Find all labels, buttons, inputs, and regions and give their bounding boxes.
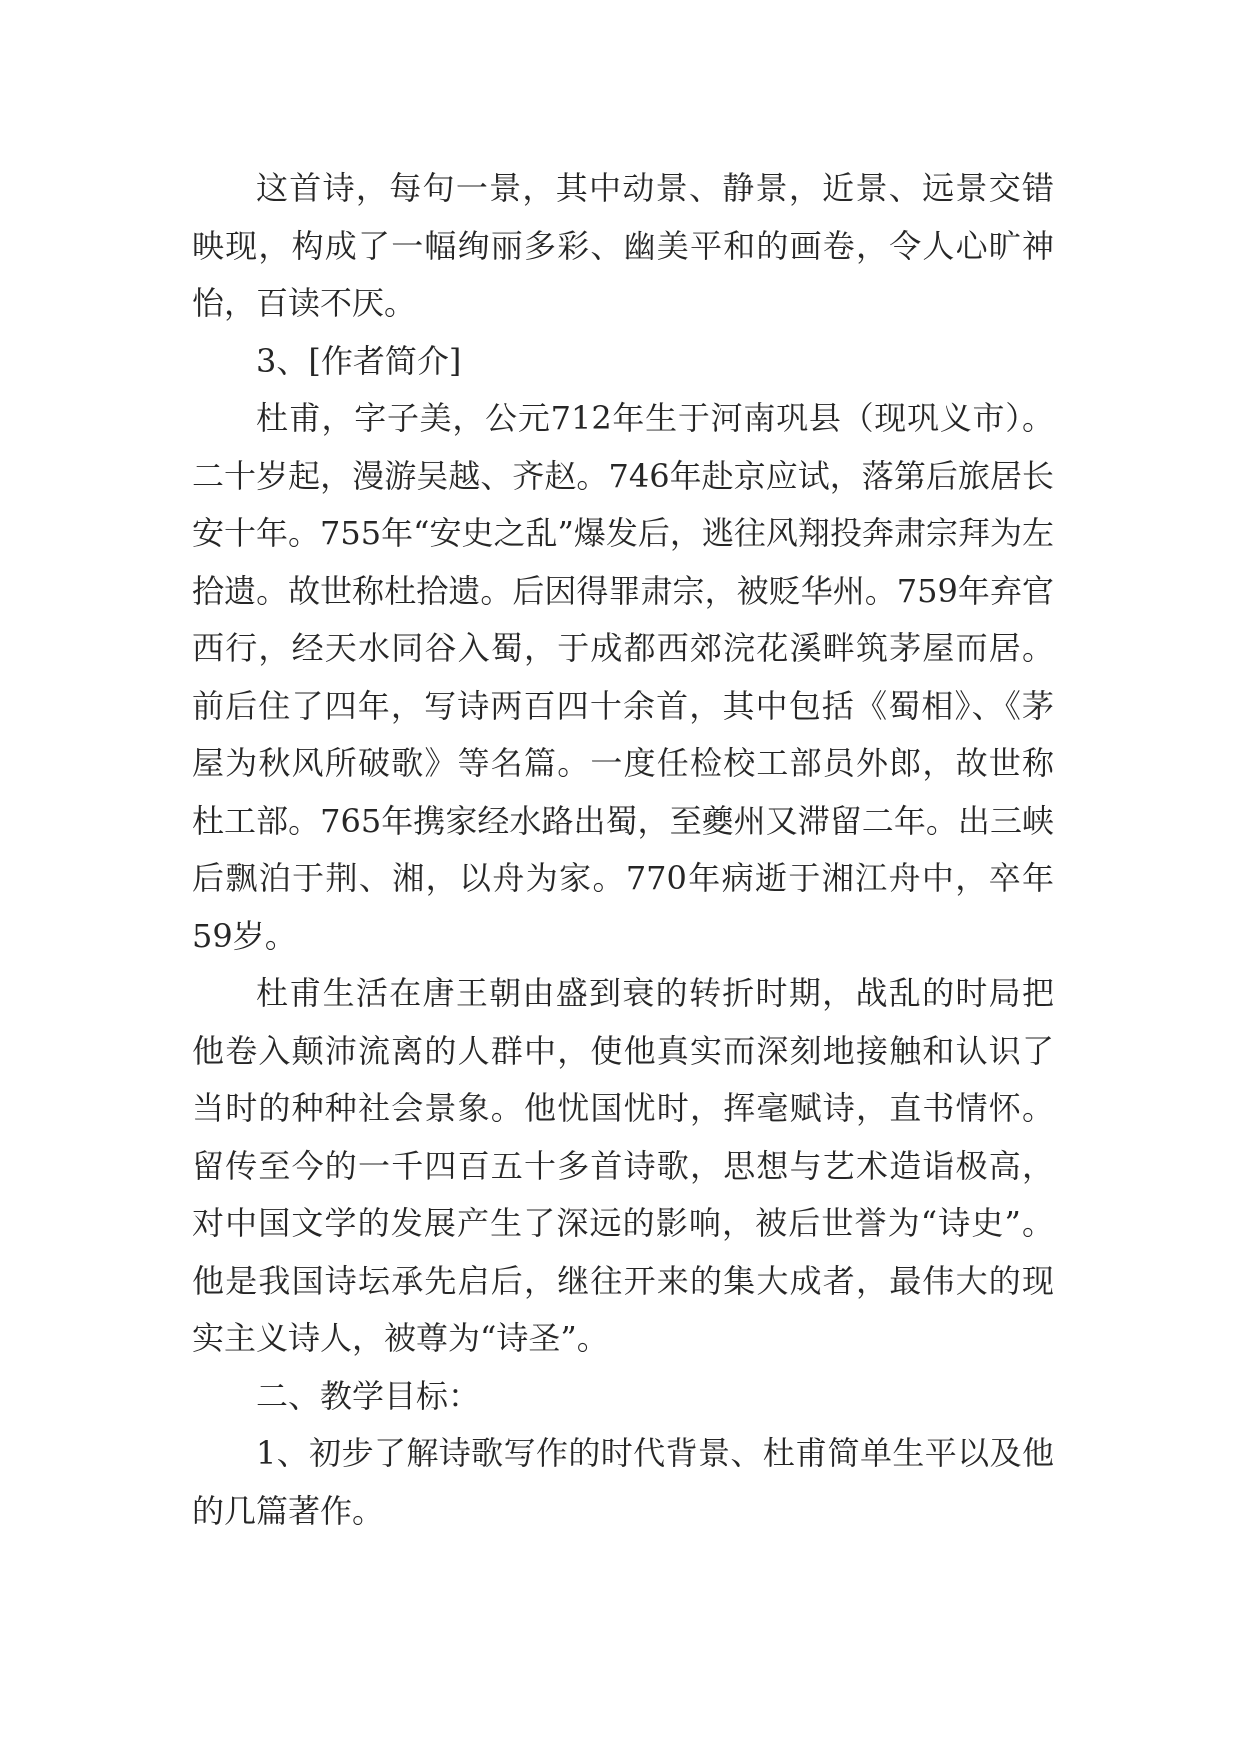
- paragraph-author-significance: 杜甫生活在唐王朝由盛到衰的转折时期，战乱的时局把他卷入颠沛流离的人群中，使他真实而深刻地接触和认识了当时的种种社会景象。他忧国忧时，挥毫赋诗，直书情怀。留传至今的一千四百五十多首诗歌，思想与艺术造诣极高，对中国文学的发展产生了深远的影响，被后世誉为“诗史”。他是我国诗坛承先启后，继往开来的集大成者，最伟大的现实主义诗人，被尊为“诗圣”。: [192, 974, 1054, 1357]
- heading-teaching-goals: 二、教学目标：: [256, 1376, 481, 1415]
- paragraph-author-biography: 杜甫，字子美，公元712年生于河南巩县（现巩义市）。二十岁起，漫游吴越、齐赵。746年赴京应试，落第后旅居长安十年。755年“安史之乱”爆发后，逃往风翔投奔肃宗拜为左拾遗。故世称杜拾遗。后因得罪肃宗，被贬华州。759年弃官西行，经天水同谷入蜀，于成都西郊浣花溪畔筑茅屋而居。前后住了四年，写诗两百四十余首，其中包括《蜀相》、《茅屋为秋风所破歌》等名篇。一度任检校工部员外郎，故世称杜工部。765年携家经水路出蜀，至夔州又滞留二年。出三峡后飘泊于荆、湘，以舟为家。770年病逝于湘江舟中，卒年59岁。: [192, 399, 1054, 955]
- heading-author-intro: 3、[作者简介]: [256, 341, 462, 380]
- document-body: [192, 160, 1054, 1540]
- paragraph-poem-analysis: 这首诗，每句一景，其中动景、静景，近景、远景交错映现，构成了一幅绚丽多彩、幽美平和的画卷，令人心旷神怡，百读不厌。: [192, 169, 1054, 322]
- paragraph-goal-1: 1、初步了解诗歌写作的时代背景、杜甫简单生平以及他的几篇著作。: [192, 1434, 1054, 1530]
